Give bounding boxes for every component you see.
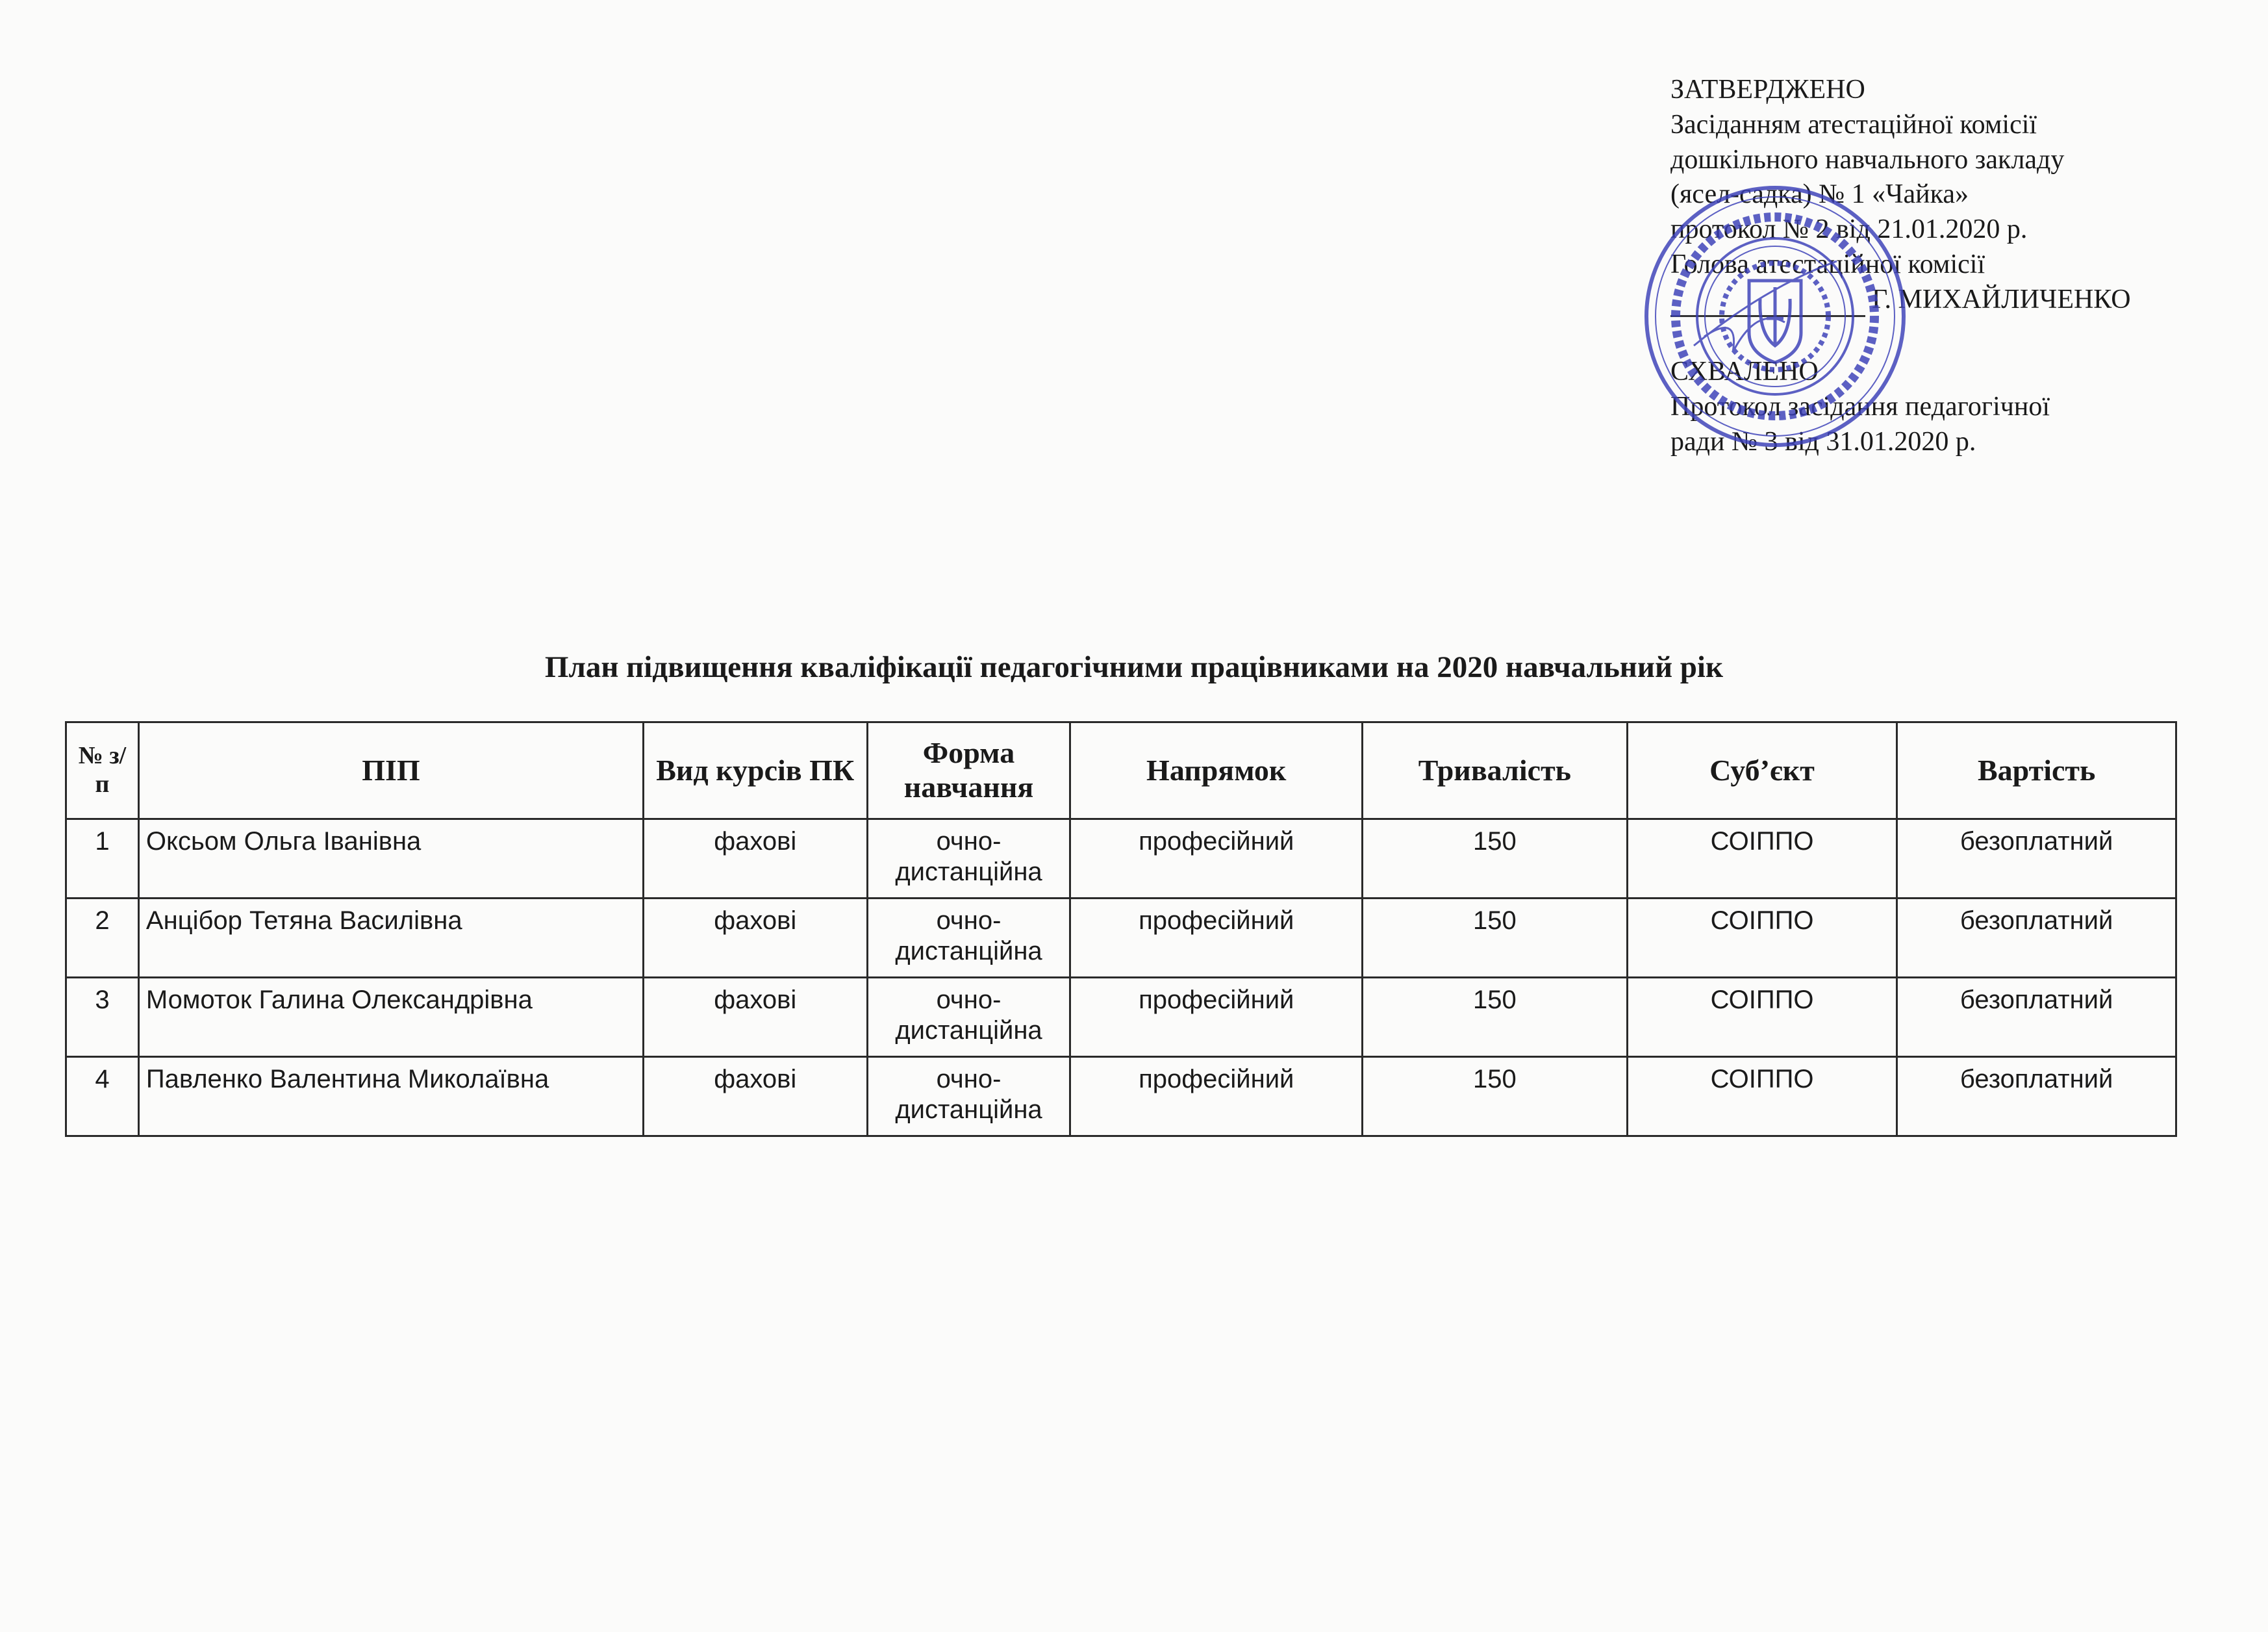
cell-course: фахові — [643, 819, 867, 899]
cell-direction: професійний — [1070, 899, 1363, 978]
cell-form-line-1: очно- — [936, 1065, 1002, 1093]
chair-label: Голова атестаційної комісії — [1670, 249, 1985, 279]
cell-form — [867, 1057, 1070, 1136]
cell-cost: безоплатний — [1897, 1057, 2176, 1136]
header-subject: Суб’єкт — [1627, 722, 1897, 819]
cell-form-line-2: дистанційна — [895, 858, 1042, 887]
cell-subject: СОІППО — [1627, 978, 1897, 1057]
endorsed-label: СХВАЛЕНО — [1670, 357, 1819, 387]
cell-num: 2 — [66, 899, 139, 978]
header-name: ПІП — [138, 722, 643, 819]
cell-form — [867, 899, 1070, 978]
cell-num: 1 — [66, 819, 139, 899]
table-row — [66, 819, 2176, 899]
cell-cost: безоплатний — [1897, 899, 2176, 978]
endorsed-line-2: ради № 3 від 31.01.2020 р. — [1670, 426, 1976, 457]
cell-name: Павленко Валентина Миколаївна — [138, 1057, 643, 1136]
table-row — [66, 978, 2176, 1057]
approved-by-line-1: Засіданням атестаційної комісії — [1670, 109, 2037, 140]
cell-num: 4 — [66, 1057, 139, 1136]
cell-name: Момоток Галина Олександрівна — [138, 978, 643, 1057]
cell-duration: 150 — [1363, 978, 1628, 1057]
official-stamp-icon — [1642, 183, 1908, 450]
approved-by-line-2: дошкільного навчального закладу — [1670, 144, 2065, 175]
cell-form-line-2: дистанційна — [895, 1016, 1042, 1045]
cell-course: фахові — [643, 899, 867, 978]
cell-form-line-2: дистанційна — [895, 1095, 1042, 1125]
cell-duration: 150 — [1363, 819, 1628, 899]
qualification-plan-table — [65, 721, 2177, 1137]
cell-num: 3 — [66, 978, 139, 1057]
header-cost: Вартість — [1897, 722, 2176, 819]
cell-course: фахові — [643, 1057, 867, 1136]
cell-course: фахові — [643, 978, 867, 1057]
header-duration: Тривалість — [1363, 722, 1628, 819]
cell-duration: 150 — [1363, 1057, 1628, 1136]
header-num: № з/п — [66, 722, 139, 819]
table-header-row — [66, 722, 2176, 819]
endorsed-line-1: Протокол засідання педагогічної — [1670, 392, 2050, 422]
cell-subject: СОІППО — [1627, 819, 1897, 899]
cell-name: Оксьом Ольга Іванівна — [138, 819, 643, 899]
cell-cost: безоплатний — [1897, 819, 2176, 899]
approved-label: ЗАТВЕРДЖЕНО — [1670, 75, 1865, 105]
cell-form — [867, 819, 1070, 899]
cell-cost: безоплатний — [1897, 978, 2176, 1057]
cell-direction: професійний — [1070, 1057, 1363, 1136]
table-row — [66, 1057, 2176, 1136]
cell-subject: СОІППО — [1627, 899, 1897, 978]
approved-by-line-3: (ясел-садка) № 1 «Чайка» — [1670, 179, 1969, 210]
document-title: План підвищення кваліфікації педагогічними працівниками на 2020 навчальний рік — [544, 650, 1724, 684]
protocol-line: протокол № 2 від 21.01.2020 р. — [1670, 214, 2028, 244]
cell-form-line-2: дистанційна — [895, 937, 1042, 966]
cell-name: Анцібор Тетяна Василівна — [138, 899, 643, 978]
cell-subject: СОІППО — [1627, 1057, 1897, 1136]
cell-direction: професійний — [1070, 978, 1363, 1057]
header-direction: Напрямок — [1070, 722, 1363, 819]
cell-direction: професійний — [1070, 819, 1363, 899]
header-course: Вид курсів ПК — [643, 722, 867, 819]
cell-form — [867, 978, 1070, 1057]
cell-duration: 150 — [1363, 899, 1628, 978]
cell-form-line-1: очно- — [936, 986, 1002, 1014]
table-row — [66, 899, 2176, 978]
chair-name: Г. МИХАЙЛИЧЕНКО — [1872, 284, 2131, 314]
cell-form-line-1: очно- — [936, 827, 1002, 856]
header-form: Форма навчання — [867, 722, 1070, 819]
cell-form-line-1: очно- — [936, 906, 1002, 935]
